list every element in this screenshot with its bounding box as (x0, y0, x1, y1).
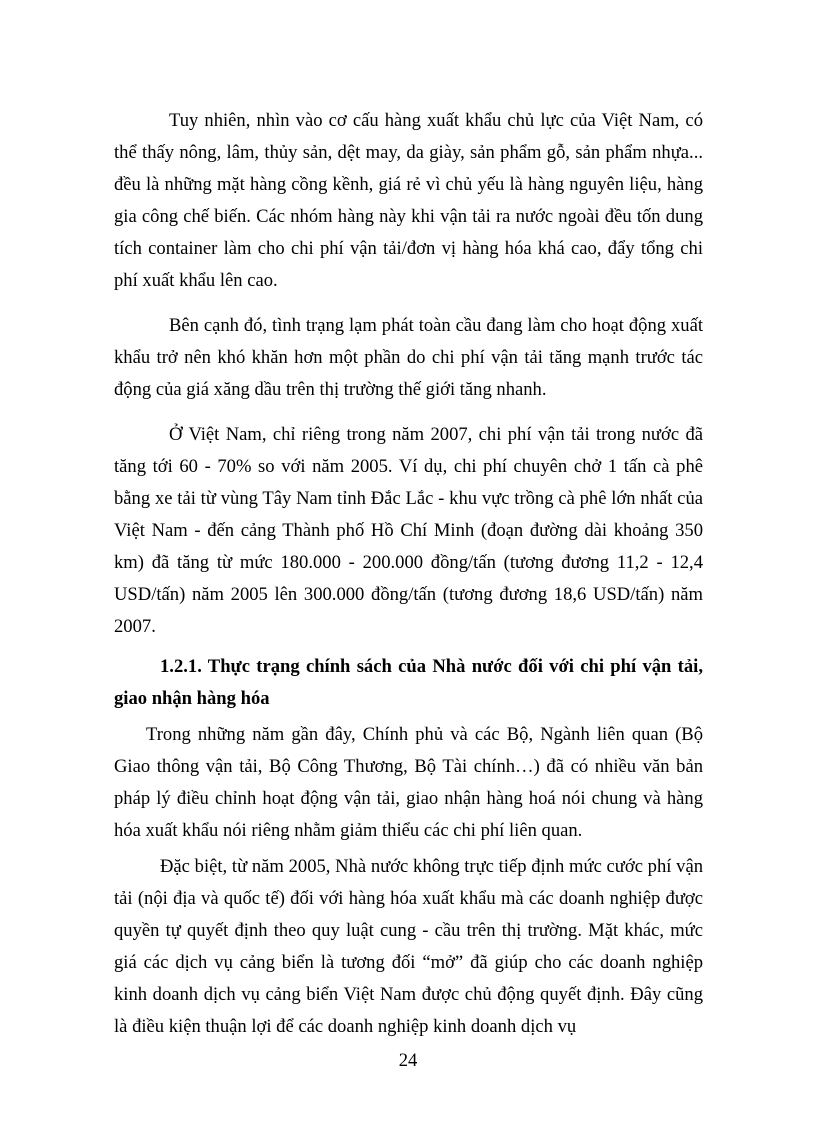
paragraph-government-policy: Trong những năm gần đây, Chính phủ và các Bộ, Ngành liên quan (Bộ Giao thông vận tải, Bộ Công Thương, Bộ Tài chính…) đã có nhiều văn bản pháp lý điều chỉnh hoạt động vận tải, giao nhận hàng hoá nói chung và hàng hóa xuất khẩu nói riêng nhằm giảm thiểu các chi phí liên quan. (114, 724, 703, 841)
body-text (114, 105, 703, 1043)
paragraph-freight-rates: Đặc biệt, từ năm 2005, Nhà nước không trực tiếp định mức cước phí vận tải (nội địa và quốc tế) đối với hàng hóa xuất khẩu mà các doanh nghiệp được quyền tự quyết định theo quy luật cung - cầu trên thị trường. Mặt khác, mức giá các dịch vụ cảng biển là tương đối “mở” đã giúp cho các doanh nghiệp kinh doanh dịch vụ cảng biển Việt Nam được chủ động quyết định. Đây cũng là điều kiện thuận lợi để các doanh nghiệp kinh doanh dịch vụ (114, 856, 703, 1037)
page-number: 24 (398, 1050, 418, 1071)
paragraph-export-structure: Tuy nhiên, nhìn vào cơ cấu hàng xuất khẩu chủ lực của Việt Nam, có thể thấy nông, lâm, thủy sản, dệt may, da giày, sản phẩm gỗ, sản phẩm nhựa... đều là những mặt hàng cồng kềnh, giá rẻ vì chủ yếu là hàng nguyên liệu, hàng gia công chế biến. Các nhóm hàng này khi vận tải ra nước ngoài đều tốn dung tích container làm cho chi phí vận tải/đơn vị hàng hóa khá cao, đẩy tổng chi phí xuất khẩu lên cao. (114, 110, 703, 291)
paragraph-global-inflation: Bên cạnh đó, tình trạng lạm phát toàn cầu đang làm cho hoạt động xuất khẩu trở nên khó khăn hơn một phần do chi phí vận tải tăng mạnh trước tác động của giá xăng dầu trên thị trường thế giới tăng nhanh. (114, 315, 703, 400)
paragraph-vietnam-transport-cost: Ở Việt Nam, chỉ riêng trong năm 2007, chi phí vận tải trong nước đã tăng tới 60 - 70% so với năm 2005. Ví dụ, chi phí chuyên chở 1 tấn cà phê bằng xe tải từ vùng Tây Nam tỉnh Đắc Lắc - khu vực trồng cà phê lớn nhất của Việt Nam - đến cảng Thành phố Hồ Chí Minh (đoạn đường dài khoảng 350 km) đã tăng từ mức 180.000 - 200.000 đồng/tấn (tương đương 11,2 - 12,4 USD/tấn) năm 2005 lên 300.000 đồng/tấn (tương đương 18,6 USD/tấn) năm 2007. (114, 424, 703, 637)
section-heading: 1.2.1. Thực trạng chính sách của Nhà nước đối với chi phí vận tải, giao nhận hàng hóa (114, 656, 703, 709)
